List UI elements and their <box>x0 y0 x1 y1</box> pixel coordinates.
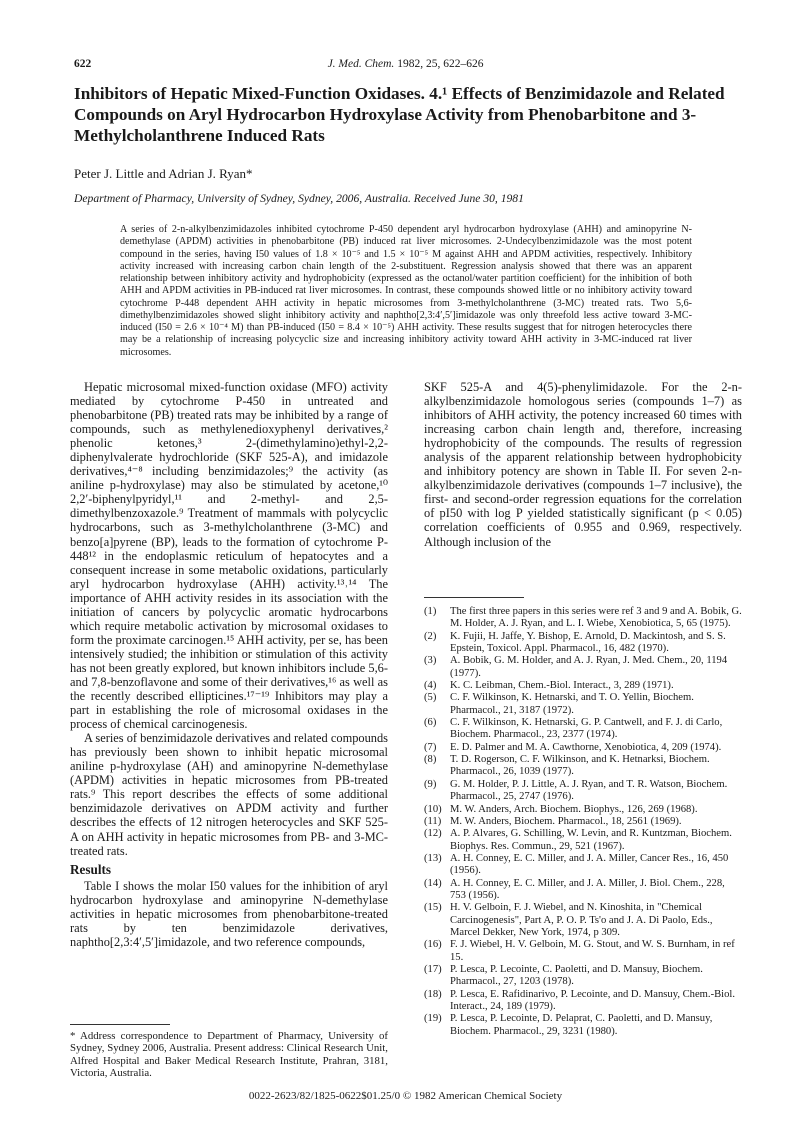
reference-number: (11) <box>424 815 442 827</box>
reference-item <box>424 680 742 692</box>
reference-text: F. J. Wiebel, H. V. Gelboin, M. G. Stout, and W. S. Burnham, in ref 15. <box>450 939 735 963</box>
reference-text: C. F. Wilkinson, K. Hetnarski, and T. O. Yellin, Biochem. Pharmacol., 21, 3187 (1972). <box>450 692 694 716</box>
abstract: A series of 2-n-alkylbenzimidazoles inhibited cytochrome P-450 dependent aryl hydrocarbon hydroxylase (AHH) and aminopyrine N-demethylase (APDM) activities in phenobarbitone (PB) induced rat liver microsomes. 2-Undecylbenzimidazole was the most potent compound in the series, having I50 values of 1.8 × 10⁻⁵ and 1.5 × 10⁻⁵ M against AHH and APDM activities, respectively. Inhibitory activity increased with increasing carbon chain length of the 2-substituent. Regression analysis showed that there was an apparent relationship between inhibitory activity and hydrophobicity (expressed as the octanol/water partition coefficient) for the inhibition of both AHH and APDM activities in PB-induced rat liver microsomes. In contrast, these compounds showed little or no inhibitory activity toward cytochrome P-448 dependent AHH activity in hepatic microsomes from 3-methylcholanthrene (3-MC) treated rats. Two 5,6-dimethylbenzimidazoles showed slight inhibitory activity and naphtho[2,3:4′,5′]imidazole was only threefold less active toward 3-MC-induced (I50 = 2.6 × 10⁻⁴ M) than PB-induced (I50 = 8.4 × 10⁻⁵) AHH activity. These results suggest that for nitrogen heterocycles there may be a relationship of increasing polycyclic size and increasing inhibitory activity toward AHH activity in 3-MC-induced rat liver microsomes. <box>120 224 692 358</box>
reference-item <box>424 902 742 939</box>
reference-number: (16) <box>424 939 442 951</box>
results-heading: Results <box>70 861 112 877</box>
results-paragraph: Table I shows the molar I50 values for the inhibition of aryl hydrocarbon hydroxylase and aminopyrine N-demethylase activities in hepatic microsomes from phenobarbitone-treated rats by ten benzimidazole derivatives, naphtho[2,3:4′,5′]imidazole, and two reference compounds, <box>70 878 388 949</box>
reference-text: K. Fujii, H. Jaffe, Y. Bishop, E. Arnold, D. Mackintosh, and S. S. Epstein, Toxicol. Appl. Pharmacol., 16, 482 (1970). <box>450 630 726 655</box>
reference-item <box>424 878 742 903</box>
reference-item <box>424 816 742 828</box>
reference-item <box>424 655 742 680</box>
reference-text: P. Lesca, P. Lecointe, C. Paoletti, and D. Mansuy, Biochem. Pharmacol., 27, 1203 (1978). <box>450 963 703 988</box>
reference-item <box>424 631 742 656</box>
reference-text: C. F. Wilkinson, K. Hetnarski, G. P. Cantwell, and F. J. di Carlo, Biochem. Pharmacol., 23, 2377 (1974). <box>450 717 723 741</box>
reference-text: A. H. Conney, E. C. Miller, and J. A. Miller, Cancer Res., 16, 450 (1956). <box>450 852 729 877</box>
article-authors: Peter J. Little and Adrian J. Ryan* <box>74 166 253 181</box>
reference-list <box>424 606 742 1038</box>
reference-number: (17) <box>424 963 442 975</box>
reference-text: K. C. Leibman, Chem.-Biol. Interact., 3, 289 (1971). <box>450 680 674 692</box>
references-divider <box>424 597 524 598</box>
reference-number: (5) <box>424 692 437 704</box>
reference-number: (18) <box>424 988 442 1000</box>
reference-number: (9) <box>424 778 437 790</box>
copyright-line: 0022-2623/82/1825-0622$01.25/0 © 1982 American Chemical Society <box>248 1090 563 1102</box>
reference-text: E. D. Palmer and M. A. Cawthorne, Xenobiotica, 4, 209 (1974). <box>450 741 722 753</box>
reference-number: (6) <box>424 717 437 729</box>
reference-number: (10) <box>424 803 442 815</box>
reference-number: (12) <box>424 828 442 840</box>
reference-text: H. V. Gelboin, F. J. Wiebel, and N. Kinoshita, in "Chemical Carcinogenesis", Part A, P. O. P. Ts'o and J. A. Di Paolo, Eds., Marcel Dekker, New York, 1974, p 309. <box>450 902 713 938</box>
journal-pages: 622–626 <box>443 58 484 70</box>
correspondence-footnote: * Address correspondence to Department of Pharmacy, University of Sydney, Sydney 2006, Australia. Present address: Clinical Research Unit, Alfred Hospital and Baker Medical Research Institute, Prahran, 3181, Victoria, Australia. <box>70 1030 388 1080</box>
reference-number: (19) <box>424 1013 442 1025</box>
reference-item <box>424 1013 742 1038</box>
journal-year-volume: 1982, 25, <box>397 58 441 70</box>
reference-number: (15) <box>424 902 442 914</box>
reference-item <box>424 606 742 631</box>
journal-citation <box>74 58 737 70</box>
reference-text: G. M. Holder, P. J. Little, A. J. Ryan, and T. R. Watson, Biochem. Pharmacol., 25, 2747 (1976). <box>450 778 728 803</box>
reference-text: M. W. Anders, Arch. Biochem. Biophys., 126, 269 (1968). <box>450 803 698 815</box>
reference-text: A. Bobik, G. M. Holder, and A. J. Ryan, J. Med. Chem., 20, 1194 (1977). <box>450 655 728 679</box>
reference-text: The first three papers in this series were ref 3 and 9 and A. Bobik, G. M. Holder, A. J. Ryan, and L. I. Wiebe, Xenobiotica, 5, 65 (1975). <box>450 606 742 630</box>
reference-item <box>424 989 742 1014</box>
reference-text: P. Lesca, E. Rafidinarivo, P. Lecointe, and D. Mansuy, Chem.-Biol. Interact., 24, 189 (1979). <box>450 988 736 1012</box>
reference-text: T. D. Rogerson, C. F. Wilkinson, and K. Hetnarksi, Biochem. Pharmacol., 26, 1039 (1977). <box>450 754 710 778</box>
reference-item <box>424 853 742 878</box>
running-head <box>74 58 737 74</box>
reference-item <box>424 939 742 964</box>
reference-item <box>424 804 742 816</box>
reference-item <box>424 717 742 742</box>
journal-name: J. Med. Chem. <box>327 58 395 70</box>
article-title: Inhibitors of Hepatic Mixed-Function Oxidases. 4.¹ Effects of Benzimidazole and Related Compounds on Aryl Hydrocarbon Hydroxylase Activity from Phenobarbitone and 3-Methylcholanthrene Induced Rats <box>74 84 725 145</box>
author-affiliation: Department of Pharmacy, University of Sydney, Sydney, 2006, Australia. Received June 30, 1981 <box>74 192 524 205</box>
reference-number: (2) <box>424 630 437 642</box>
reference-number: (1) <box>424 606 437 617</box>
page-number: 622 <box>74 58 92 70</box>
reference-item <box>424 754 742 779</box>
reference-text: A. P. Alvares, G. Schilling, W. Levin, and R. Kuntzman, Biochem. Biophys. Res. Commun., 29, 521 (1967). <box>450 828 732 852</box>
reference-item <box>424 779 742 804</box>
results-paragraph-continued: SKF 525-A and 4(5)-phenylimidazole. For the 2-n-alkylbenzimidazole homologous series (compounds 1–7) as inhibitors of AHH activity, the potency increased 60 times with increasing carbon chain length and, therefore, increasing hydrophobicity of the compounds. The results of regression analysis of the apparent relationship between hydrophobicity and inhibitory potency are shown in Table II. For seven 2-n-alkylbenzimidazole derivatives (compounds 1–7 inclusive), the first- and second-order regression equations for the correlation of pI50 with log P yielded statistically significant (p < 0.05) correlation coefficients of 0.955 and 0.969, respectively. Although inclusion of the <box>424 380 742 549</box>
left-column <box>70 380 388 949</box>
footnote-divider <box>70 1024 170 1025</box>
reference-item <box>424 742 742 754</box>
reference-number: (14) <box>424 877 442 889</box>
reference-item <box>424 964 742 989</box>
reference-item <box>424 692 742 717</box>
right-column <box>424 380 742 549</box>
intro-paragraph-1: Hepatic microsomal mixed-function oxidase (MFO) activity mediated by cytochrome P-450 in untreated and phenobarbitone (PB) treated rats may be inhibited by a range of compounds, such as methylenedioxyphenyl derivatives,² phenolic ketones,³ 2-(dimethylamino)ethyl-2,2-diphenylvalerate hydrochloride (SKF 525-A), and imidazole derivatives,⁴⁻⁸ including benzimidazoles;⁹ the activity (as aniline p-hydroxylase) may also be stimulated by acetone,¹⁰ 2,2′-biphenylpyridyl,¹¹ and 2-methyl- and 2,5-dimethylbenzoxazole.⁹ Treatment of mammals with polycyclic hydrocarbons, such as 3-methylcholanthrene (3-MC) and benzo[a]pyrene (BP), leads to the formation of cytochrome P-448¹² in the endoplasmic reticulum of hepatocytes and a consequent increase in some metabolic oxidations, particularly aryl hydrocarbon hydroxylase (AHH) activity.¹³˒¹⁴ The importance of AHH activity resides in its association with the initiation of cancers by polycyclic aromatic hydrocarbons which require metabolic activation by microsomal oxidases to form the proximate carcinogen.¹⁵ AHH activity, per se, has been intensively studied; the inhibition or stimulation of this activity has not been greatly explored, but known inhibitors include 5,6- and 7,8-benzoflavone and some of their derivatives,¹⁶ as well as the recently described ellipticines.¹⁷⁻¹⁹ Inhibitors may play a part in establishing the role of microsomal oxidases in the process of chemical carcinogenesis. <box>70 380 388 732</box>
reference-text: M. W. Anders, Biochem. Pharmacol., 18, 2561 (1969). <box>450 815 682 827</box>
reference-item <box>424 828 742 853</box>
reference-number: (7) <box>424 741 437 753</box>
reference-number: (3) <box>424 655 437 667</box>
reference-text: P. Lesca, P. Lecointe, D. Pelaprat, C. Paoletti, and D. Mansuy, Biochem. Pharmacol., 29, 3231 (1980). <box>450 1013 713 1037</box>
reference-number: (4) <box>424 680 437 692</box>
intro-paragraph-2: A series of benzimidazole derivatives and related compounds has previously been shown to inhibit hepatic microsomal aniline p-hydroxylase (AH) and aminopyrine N-demethylase (APDM) activities in hepatic microsomes from PB-treated rats.⁹ This report describes the effects of some additional benzimidazole derivatives on APDM activity and further describes the effects of 12 nitrogen heterocycles and SKF 525-A on AHH activity in hepatic microsomes from PB- and 3-MC-treated rats. <box>70 731 388 858</box>
reference-number: (13) <box>424 852 442 864</box>
reference-number: (8) <box>424 754 437 766</box>
reference-text: A. H. Conney, E. C. Miller, and J. A. Miller, J. Biol. Chem., 228, 753 (1956). <box>450 877 725 901</box>
